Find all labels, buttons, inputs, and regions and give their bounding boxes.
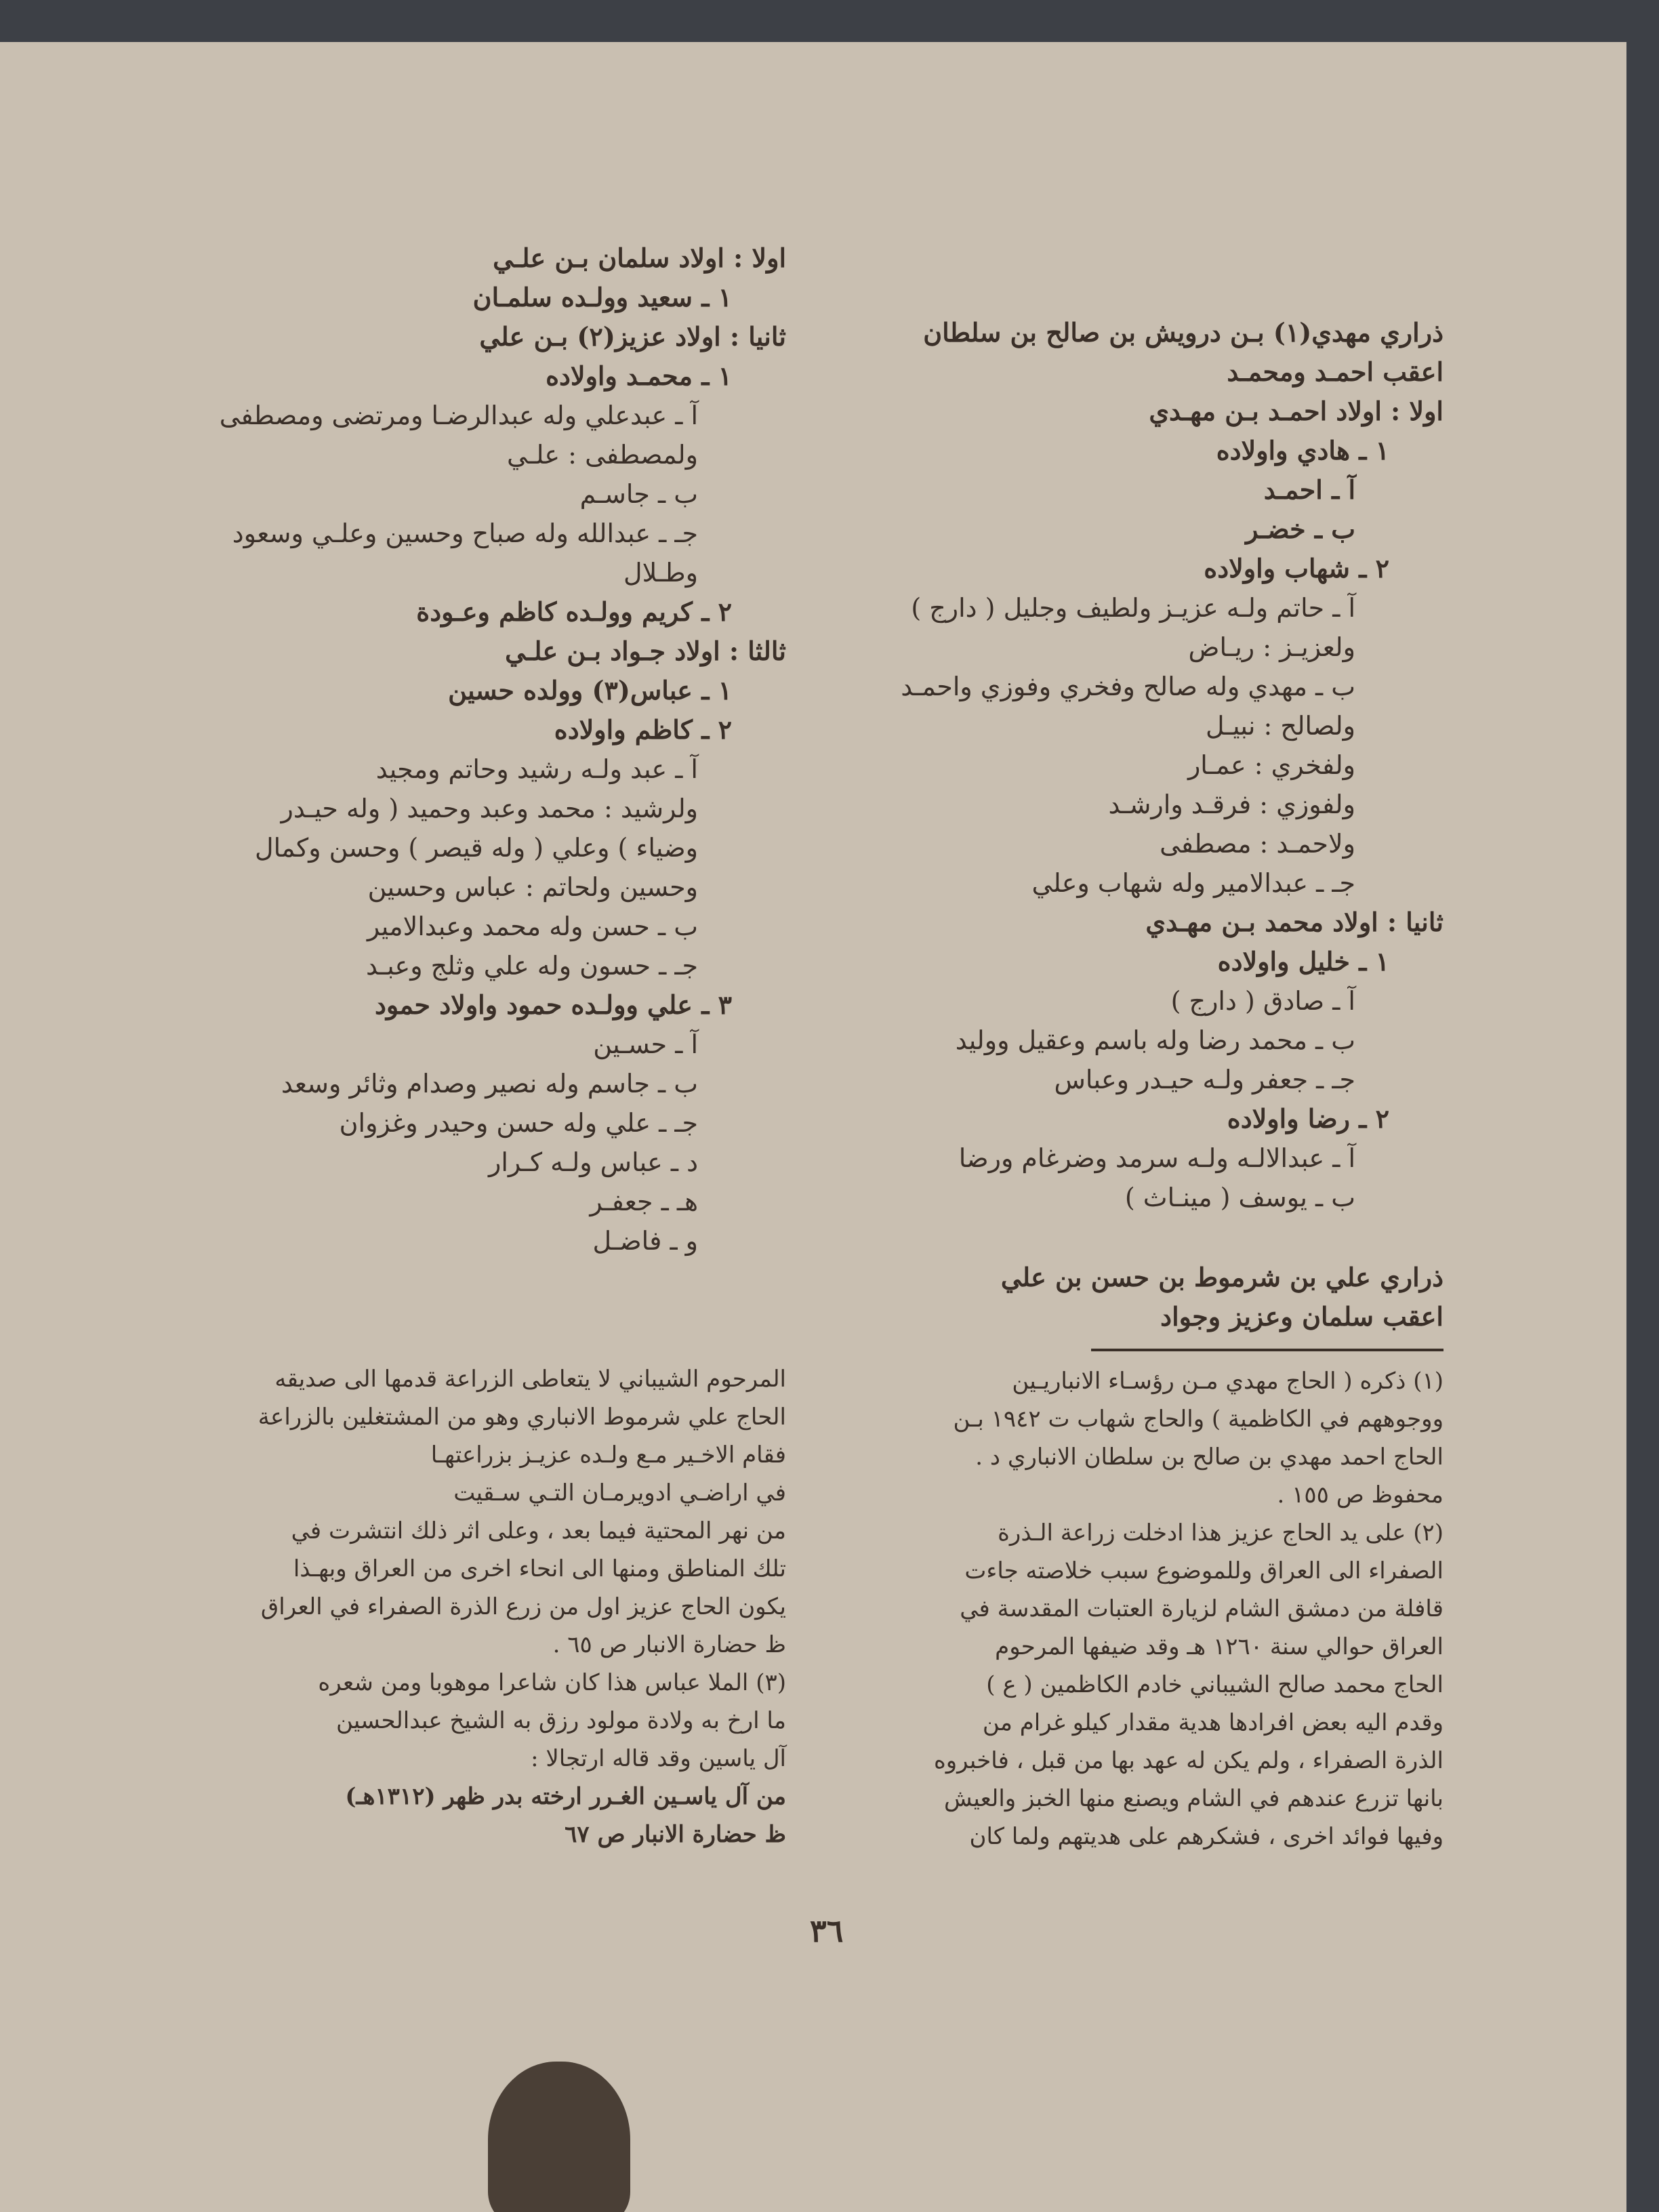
right-heading-2: اعقب احمـد ومحمـد: [1227, 356, 1443, 387]
genealogy-line: جـ ـ علي وله حسن وحيدر وغزوان: [339, 1108, 698, 1138]
footnote-line: من نهر المحتية فيما بعد ، وعلى اثر ذلك انتشرت في: [291, 1517, 786, 1544]
footnote-line: (١) ذكره ( الحاج مهدي مـن رؤسـاء الانباريـين: [1012, 1368, 1443, 1395]
book-page: [0, 42, 1626, 2212]
footnote-line: الصفراء الى العراق وللموضوع سبب خلاصته جاءت: [964, 1557, 1443, 1584]
genealogy-line: اولا : اولاد سلمان بـن علـي: [493, 243, 786, 273]
footnote-line: الذرة الصفراء ، ولم يكن له عهد بها من قبل ، فاخبروه: [933, 1747, 1443, 1774]
footnote-line: ظ حضارة الانبار ص ٦٧: [565, 1821, 786, 1848]
genealogy-line: ٢ ـ شهاب واولاده: [1204, 553, 1389, 583]
genealogy-line: جـ ـ جعفر ولـه حيـدر وعباس: [1054, 1065, 1355, 1094]
genealogy-line: ولمصطفى : علـي: [507, 440, 698, 470]
genealogy-line: جـ ـ عبدالامير وله شهاب وعلي: [1031, 868, 1355, 898]
genealogy-line: ٢ ـ كاظم واولاده: [554, 714, 732, 745]
footnote-divider: [1091, 1349, 1443, 1351]
footnote-line: وقدم اليه بعض افرادها هدية مقدار كيلو غرام من: [982, 1709, 1443, 1736]
footnote-line: ووجوههم في الكاظمية ) والحاج شهاب ت ١٩٤٢ بـن: [953, 1406, 1443, 1433]
genealogy-line: ولعزيـز : ريـاض: [1188, 632, 1355, 662]
genealogy-line: ثانيا : اولاد عزيز(٢) بـن علي: [479, 321, 786, 352]
genealogy-line: آ ـ حسـين: [593, 1029, 698, 1059]
genealogy-line: ب ـ جاسـم: [579, 479, 698, 509]
genealogy-line: د ـ عباس ولـه كـرار: [488, 1147, 698, 1177]
genealogy-line: آ ـ حاتم ولـه عزيـز ولطيف وجليل ( دارج ): [911, 593, 1355, 623]
genealogy-line: ١ ـ محمـد واولاده: [546, 361, 732, 391]
footnote-line: فقام الاخـير مـع ولـده عزيـز بزراعتهـا: [430, 1441, 786, 1469]
footnote-line: بانها تزرع عندهم في الشام ويصنع منها الخبز والعيش: [943, 1785, 1443, 1812]
footnote-line: الحاج محمد صالح الشيباني خادم الكاظمين ( ع ): [986, 1671, 1443, 1698]
footnote-line: تلك المناطق ومنها الى انحاء اخرى من العراق وبهـذا: [293, 1555, 786, 1582]
genealogy-line: وطـلال: [623, 558, 698, 588]
genealogy-line: آ ـ احمـد: [1263, 474, 1355, 505]
genealogy-line: آ ـ عبدعلي وله عبدالرضـا ومرتضى ومصطفى: [219, 401, 698, 430]
genealogy-line: ب ـ يوسف ( مينـاث ): [1124, 1183, 1355, 1212]
right-heading-1: ذراري مهدي(١) بـن درويش بن صالح بن سلطان: [923, 317, 1443, 348]
footnote-line: وفيها فوائد اخرى ، فشكرهم على هديتهم ولما كان: [969, 1823, 1443, 1850]
genealogy-line: ب ـ حسن وله محمد وعبدالامير: [367, 912, 698, 941]
genealogy-line: ١ ـ عباس(٣) وولده حسين: [448, 675, 732, 705]
right-heading-3: ذراري علي بن شرموط بن حسن بن علي: [1000, 1262, 1443, 1292]
page-number: ٣٦: [810, 1912, 844, 1949]
genealogy-line: ٣ ـ علي وولـده حمود واولاد حمود: [374, 989, 732, 1020]
right-column: [759, 313, 1443, 1336]
footnote-line: المرحوم الشيباني لا يتعاطى الزراعة قدمها الى صديقه: [274, 1366, 786, 1393]
genealogy-line: ثالثا : اولاد جـواد بـن علـي: [505, 636, 786, 666]
footnotes-left: [122, 1360, 786, 1853]
footnotes-right: [766, 1362, 1443, 1856]
genealogy-line: ولفخري : عمـار: [1187, 750, 1355, 780]
genealogy-line: آ ـ صادق ( دارج ): [1170, 986, 1355, 1016]
footnote-line: ما ارخ به ولادة مولود رزق به الشيخ عبدالحسين: [335, 1707, 786, 1734]
footnote-line: (٣) الملا عباس هذا كان شاعرا موهوبا ومن شعره: [318, 1669, 786, 1696]
finger-shadow: [488, 2062, 630, 2212]
genealogy-line: ولرشيد : محمد وعبد وحميد ( وله حيـدر: [281, 794, 698, 823]
footnote-line: الحاج احمد مهدي بن صالح بن سلطان الانباري د .: [975, 1443, 1443, 1471]
genealogy-line: جـ ـ حسون وله علي وثلج وعبـد: [366, 951, 698, 981]
genealogy-line: و ـ فاضـل: [592, 1226, 698, 1256]
genealogy-line: آ ـ عبد ولـه رشيد وحاتم ومجيد: [375, 754, 698, 784]
left-column: [136, 239, 786, 1261]
genealogy-line: آ ـ عبدالالـه ولـه سرمد وضرغام ورضا: [958, 1143, 1355, 1173]
genealogy-line: اولا : اولاد احمـد بـن مهـدي: [1149, 396, 1443, 426]
genealogy-line: وضياء ) وعلي ( وله قيصر ) وحسن وكمال: [254, 833, 698, 863]
genealogy-line: ب ـ مهدي وله صالح وفخري وفوزي واحمـد: [901, 672, 1355, 701]
genealogy-line: جـ ـ عبدالله وله صباح وحسين وعلـي وسعود: [232, 518, 698, 548]
genealogy-line: ٢ ـ كريم وولـده كاظم وعـودة: [416, 596, 732, 627]
footnote-line: ظ حضارة الانبار ص ٦٥ .: [552, 1631, 786, 1658]
genealogy-line: ولفوزي : فرقـد وارشـد: [1108, 790, 1355, 819]
genealogy-line: ١ ـ هادي واولاده: [1216, 435, 1389, 466]
genealogy-line: ب ـ جاسم وله نصير وصدام وثائر وسعد: [281, 1069, 698, 1099]
genealogy-line: ١ ـ سعيد وولـده سلمـان: [472, 282, 732, 312]
genealogy-line: ولصالح : نبيـل: [1206, 711, 1355, 741]
footnote-line: من آل ياسـين الغـرر ارخته بدر ظهر (١٣١٢هـ): [345, 1783, 786, 1810]
footnote-line: العراق حوالي سنة ١٢٦٠ هـ وقد ضيفها المرحوم: [995, 1633, 1443, 1660]
genealogy-line: ٢ ـ رضا واولاده: [1227, 1103, 1389, 1134]
footnote-line: (٢) على يد الحاج عزيز هذا ادخلت زراعة الـذرة: [998, 1519, 1443, 1547]
genealogy-line: هـ ـ جعفـر: [590, 1187, 698, 1216]
genealogy-line: ولاحمـد : مصطفى: [1160, 829, 1355, 859]
footnote-line: يكون الحاج عزيز اول من زرع الذرة الصفراء في العراق: [260, 1593, 786, 1620]
right-heading-4: اعقب سلمان وعزيز وجواد: [1160, 1301, 1443, 1332]
spacer: [759, 1217, 1443, 1258]
footnote-line: قافلة من دمشق الشام لزيارة العتبات المقدسة في: [960, 1595, 1443, 1622]
footnote-line: آل ياسين وقد قاله ارتجالا :: [531, 1745, 786, 1772]
genealogy-line: ب ـ محمد رضا وله باسم وعقيل ووليد: [955, 1025, 1355, 1055]
footnote-line: الحاج علي شرموط الانباري وهو من المشتغلين بالزراعة: [258, 1404, 786, 1431]
genealogy-line: ثانيا : اولاد محمد بـن مهـدي: [1145, 907, 1443, 937]
footnote-line: في اراضـي ادويرمـان التـي سـقيت: [453, 1479, 786, 1507]
genealogy-line: وحسين ولحاتم : عباس وحسين: [367, 872, 698, 902]
genealogy-line: ب ـ خضـر: [1246, 514, 1355, 544]
genealogy-line: ١ ـ خليل واولاده: [1217, 946, 1389, 977]
footnote-line: محفوظ ص ١٥٥ .: [1277, 1481, 1443, 1509]
